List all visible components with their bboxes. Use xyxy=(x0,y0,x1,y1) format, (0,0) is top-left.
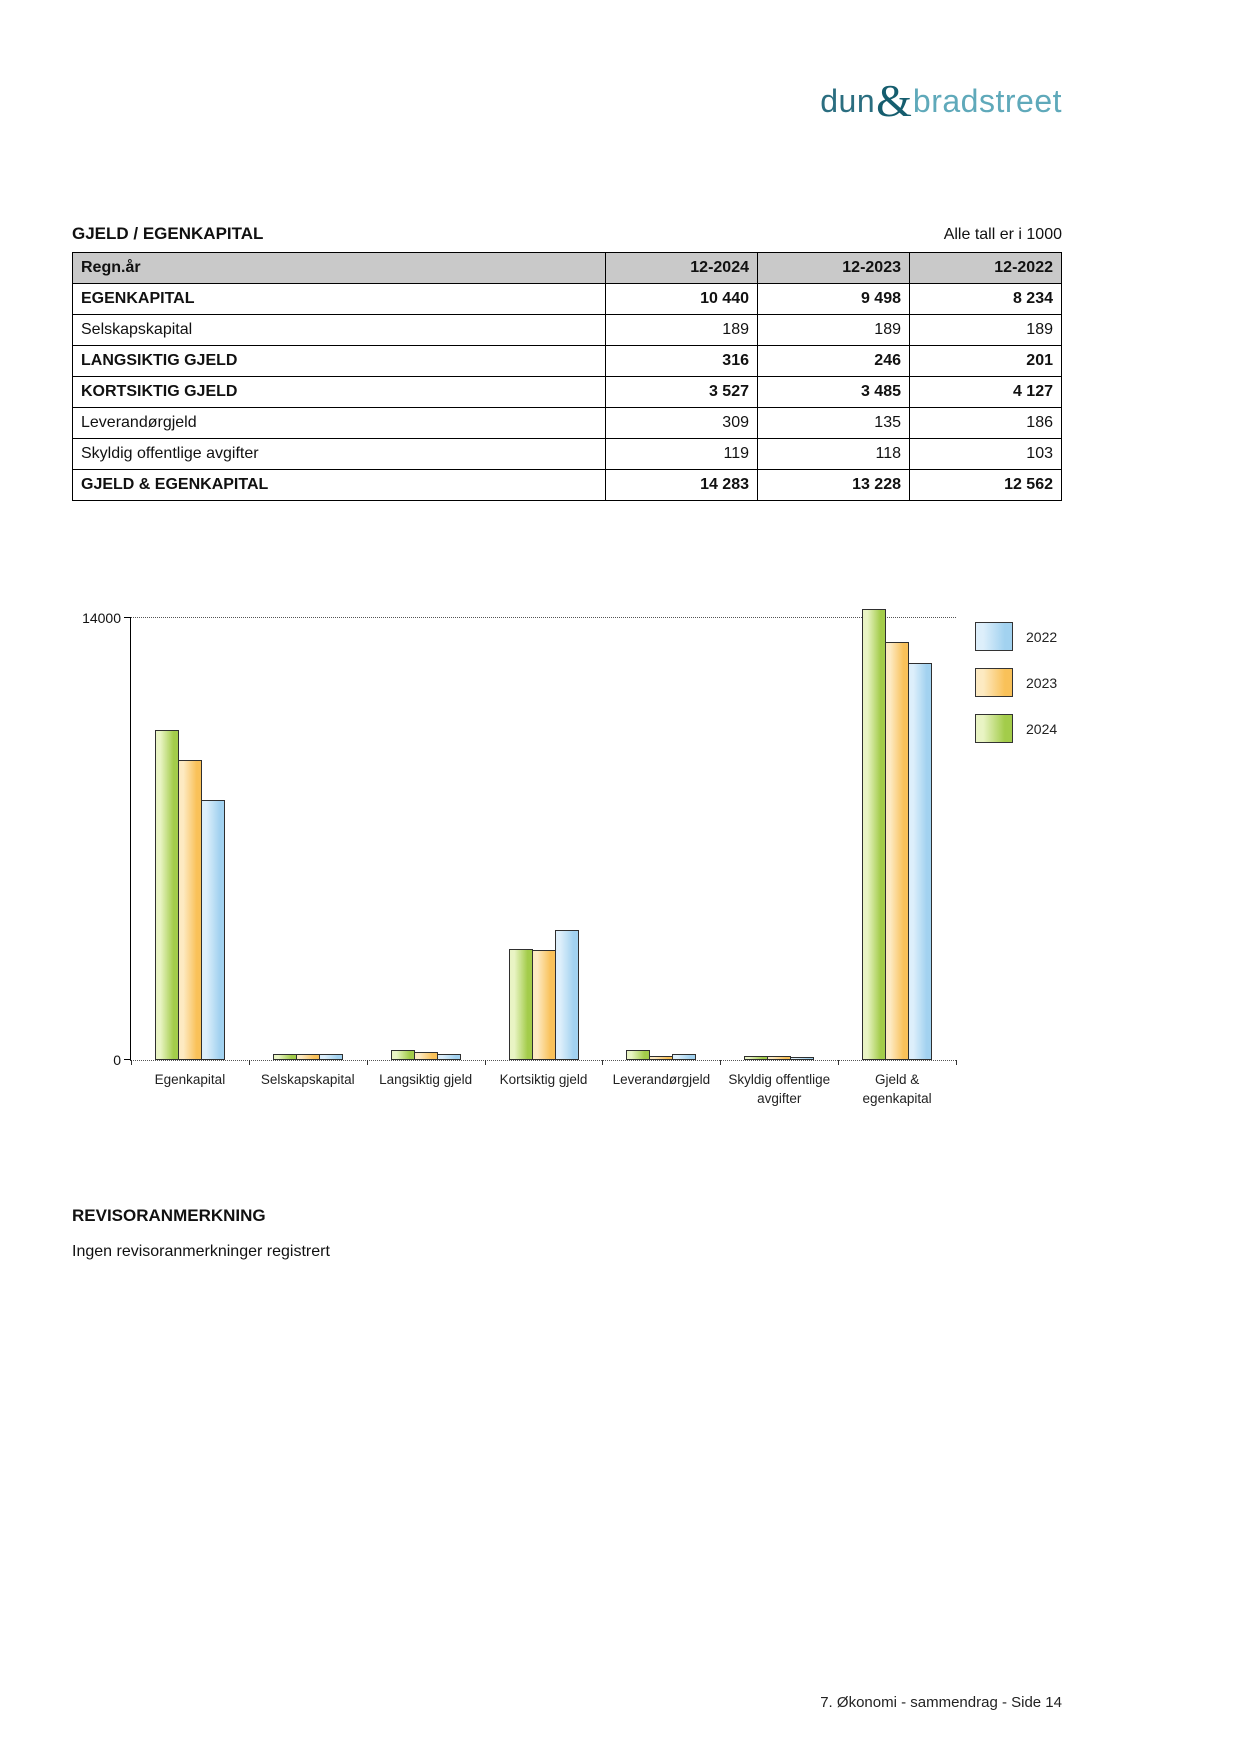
bar-2024 xyxy=(626,1050,650,1060)
y-axis-label-max: 14000 xyxy=(82,610,121,626)
x-axis-tick xyxy=(956,1060,957,1065)
legend-swatch-2023 xyxy=(975,668,1013,697)
dun-bradstreet-logo xyxy=(820,70,1062,126)
category-label: Gjeld & egenkapital xyxy=(862,1072,932,1106)
bar-2022 xyxy=(201,800,225,1060)
table-header-cell: Regn.år xyxy=(73,253,606,284)
table-header-cell: 12-2024 xyxy=(606,253,758,284)
legend-swatch-2022 xyxy=(975,622,1013,651)
table-header-row xyxy=(73,253,1062,284)
row-label: Leverandørgjeld xyxy=(73,408,606,439)
row-value: 201 xyxy=(910,346,1062,377)
bar-group xyxy=(249,618,367,1060)
category-label: Skyldig offentlige avgifter xyxy=(728,1072,831,1106)
table-row xyxy=(73,377,1062,408)
row-label: KORTSIKTIG GJELD xyxy=(73,377,606,408)
chart-category-labels xyxy=(131,1071,956,1109)
row-value: 309 xyxy=(606,408,758,439)
category-label: Leverandørgjeld xyxy=(612,1072,711,1087)
table-row xyxy=(73,346,1062,377)
bar-2024 xyxy=(744,1056,768,1060)
table-row xyxy=(73,284,1062,315)
bar-2022 xyxy=(437,1054,461,1060)
bar-2022 xyxy=(319,1054,343,1060)
row-value: 189 xyxy=(758,315,910,346)
auditor-heading: REVISORANMERKNING xyxy=(72,1206,266,1225)
section-title: GJELD / EGENKAPITAL xyxy=(72,224,264,243)
bar-2023 xyxy=(767,1056,791,1060)
bar-2024 xyxy=(155,730,179,1060)
bar-2022 xyxy=(555,930,579,1060)
row-value: 8 234 xyxy=(910,284,1062,315)
legend-label: 2023 xyxy=(1026,674,1058,691)
bar-2024 xyxy=(273,1054,297,1060)
row-value: 10 440 xyxy=(606,284,758,315)
chart-legend xyxy=(975,622,1057,760)
logo-ampersand-icon: & xyxy=(876,75,912,126)
category-label: Kortsiktig gjeld xyxy=(499,1072,588,1087)
bar-group xyxy=(602,618,720,1060)
table-row xyxy=(73,315,1062,346)
x-axis-tick xyxy=(838,1060,839,1065)
row-value: 189 xyxy=(606,315,758,346)
bar-2023 xyxy=(885,642,909,1060)
legend-item xyxy=(975,714,1057,743)
bar-2023 xyxy=(178,760,202,1060)
row-label: EGENKAPITAL xyxy=(73,284,606,315)
bar-2024 xyxy=(391,1050,415,1060)
row-value: 9 498 xyxy=(758,284,910,315)
bar-group xyxy=(367,618,485,1060)
x-axis-tick xyxy=(131,1060,132,1065)
bar-2024 xyxy=(509,949,533,1060)
table-row xyxy=(73,408,1062,439)
bar-2023 xyxy=(532,950,556,1060)
logo-bradstreet: bradstreet xyxy=(912,83,1062,119)
row-value: 3 527 xyxy=(606,377,758,408)
row-value: 103 xyxy=(910,439,1062,470)
bar-2022 xyxy=(672,1054,696,1060)
row-value: 3 485 xyxy=(758,377,910,408)
category-label: Langsiktig gjeld xyxy=(379,1072,473,1087)
auditor-text: Ingen revisoranmerkninger registrert xyxy=(72,1243,330,1260)
table-header-cell: 12-2023 xyxy=(758,253,910,284)
chart-plot xyxy=(82,610,956,1106)
bar-2022 xyxy=(790,1057,814,1060)
table-row xyxy=(73,470,1062,501)
bar-group xyxy=(131,618,249,1060)
row-label: GJELD & EGENKAPITAL xyxy=(73,470,606,501)
row-value: 12 562 xyxy=(910,470,1062,501)
row-value: 13 228 xyxy=(758,470,910,501)
legend-item xyxy=(975,622,1057,651)
legend-label: 2022 xyxy=(1026,628,1058,645)
bar-2023 xyxy=(414,1052,438,1060)
y-axis-tick-min xyxy=(124,1059,131,1060)
table-header-cell: 12-2022 xyxy=(910,253,1062,284)
x-axis-tick xyxy=(485,1060,486,1065)
row-value: 14 283 xyxy=(606,470,758,501)
page-footer: 7. Økonomi - sammendrag - Side 14 xyxy=(820,1694,1062,1711)
table-body xyxy=(73,284,1062,501)
legend-swatch-2024 xyxy=(975,714,1013,743)
table-row xyxy=(73,439,1062,470)
row-value: 118 xyxy=(758,439,910,470)
row-label: Selskapskapital xyxy=(73,315,606,346)
bar-2023 xyxy=(296,1054,320,1060)
chart-groups xyxy=(131,618,956,1060)
x-axis-tick xyxy=(367,1060,368,1065)
x-axis-tick xyxy=(720,1060,721,1065)
y-axis-label-min: 0 xyxy=(113,1052,121,1068)
row-value: 246 xyxy=(758,346,910,377)
legend-label: 2024 xyxy=(1026,720,1058,737)
y-axis-tick-max xyxy=(124,617,131,618)
x-axis-tick xyxy=(249,1060,250,1065)
row-label: Skyldig offentlige avgifter xyxy=(73,439,606,470)
bar-group xyxy=(485,618,603,1060)
financial-table xyxy=(72,252,1062,501)
units-note: Alle tall er i 1000 xyxy=(943,226,1062,243)
row-value: 186 xyxy=(910,408,1062,439)
row-value: 316 xyxy=(606,346,758,377)
row-value: 119 xyxy=(606,439,758,470)
row-value: 4 127 xyxy=(910,377,1062,408)
bar-2024 xyxy=(862,609,886,1060)
category-label: Egenkapital xyxy=(154,1072,226,1087)
row-value: 135 xyxy=(758,408,910,439)
section-header xyxy=(72,224,1062,244)
bar-group xyxy=(838,618,956,1060)
bar-2022 xyxy=(908,663,932,1060)
bar-group xyxy=(720,618,838,1060)
category-label: Selskapskapital xyxy=(260,1072,355,1087)
bar-chart xyxy=(82,610,1190,1106)
bar-2023 xyxy=(649,1056,673,1060)
legend-item xyxy=(975,668,1057,697)
row-value: 189 xyxy=(910,315,1062,346)
x-axis-tick xyxy=(602,1060,603,1065)
table-head xyxy=(73,253,1062,284)
row-label: LANGSIKTIG GJELD xyxy=(73,346,606,377)
logo-dun: dun xyxy=(820,83,876,119)
